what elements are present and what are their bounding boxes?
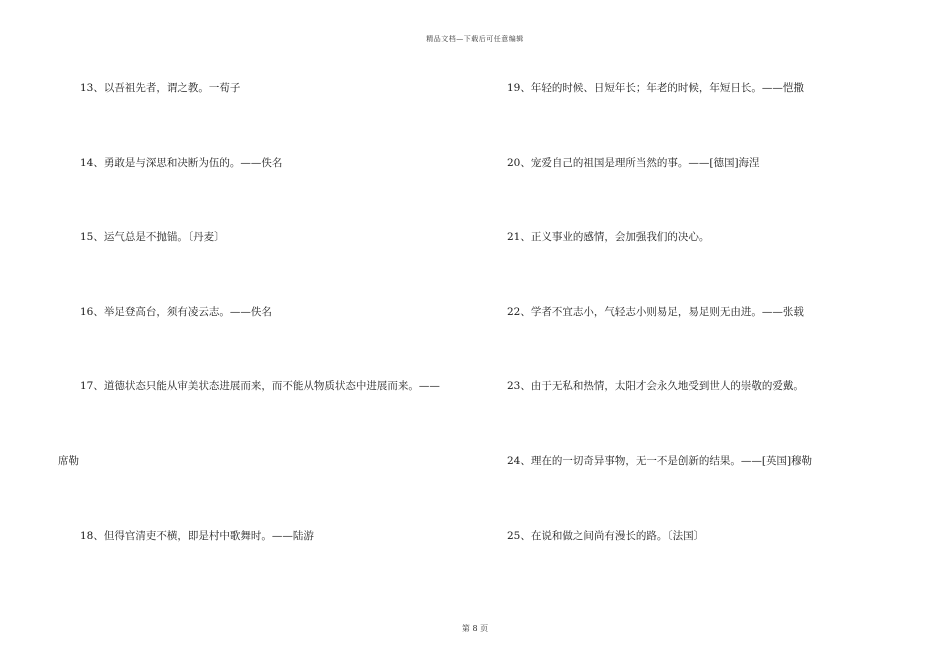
quote-17-continued: 席勒 (58, 455, 79, 467)
quote-14: 14、勇敢是与深思和决断为伍的。——佚名 (80, 157, 283, 169)
page-number: 第 8 页 (461, 624, 489, 633)
quote-23: 23、由于无私和热情，太阳才会永久地受到世人的崇敬的爱戴。 (507, 380, 804, 392)
quote-16: 16、举足登高台，须有凌云志。——佚名 (80, 306, 272, 318)
quote-19: 19、年轻的时候、日短年长；年老的时候，年短日长。——恺撒 (507, 82, 804, 94)
quote-20: 20、宠爱自己的祖国是理所当然的事。——[德国]海涅 (507, 157, 760, 169)
quote-21: 21、正义事业的感情，会加强我们的决心。 (507, 231, 710, 243)
quote-22: 22、学者不宜志小，气轻志小则易足，易足则无由进。——张载 (507, 306, 804, 318)
quote-24: 24、理在的一切奇异事物，无一不是创新的结果。——[英国]穆勒 (507, 455, 813, 467)
quote-17: 17、道德状态只能从审美状态进展而来，而不能从物质状态中进展而来。—— (80, 380, 440, 392)
quote-15: 15、运气总是不抛锚。〔丹麦〕 (80, 231, 225, 243)
page-header: 精品文档—下载后可任意编辑 (426, 35, 524, 43)
quote-13: 13、以吾祖先者，谓之教。一荀子 (80, 82, 241, 94)
quote-25: 25、在说和做之间尚有漫长的路。〔法国〕 (507, 530, 705, 542)
quote-18: 18、但得官清吏不横，即是村中歌舞时。——陆游 (80, 530, 314, 542)
